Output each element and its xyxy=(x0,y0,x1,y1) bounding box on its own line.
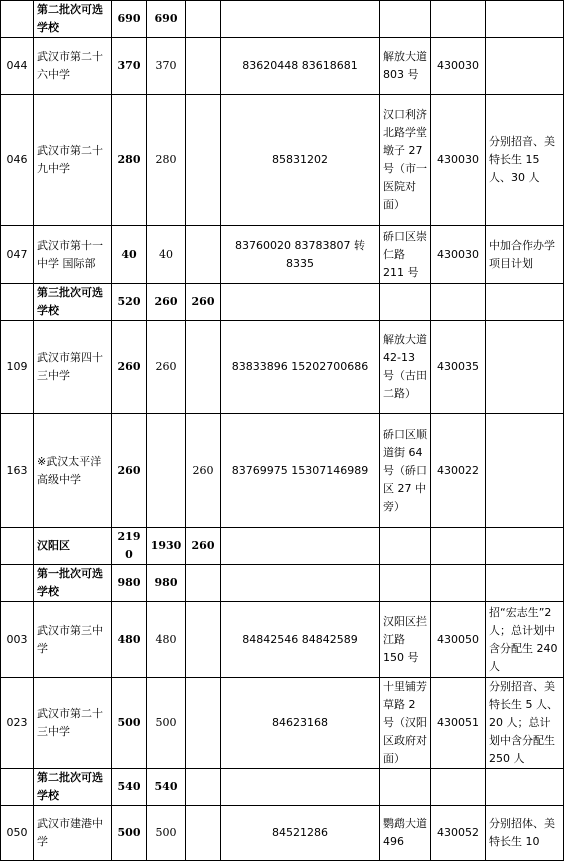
note-cell: 分别招体、美特长生 10 xyxy=(486,806,564,861)
school-name-cell: 武汉市第十一中学 国际部 xyxy=(34,226,112,284)
table-section-row xyxy=(1,1,564,38)
total-cell: 280 xyxy=(112,95,147,226)
note-cell xyxy=(486,769,564,806)
plan-a-cell: 1930 xyxy=(147,528,186,565)
zip-cell xyxy=(431,769,486,806)
phone-cell: 84842546 84842589 xyxy=(221,602,380,678)
address-cell: 鹦鹉大道 496 xyxy=(380,806,431,861)
note-cell xyxy=(486,284,564,321)
total-cell: 2190 xyxy=(112,528,147,565)
plan-a-cell: 260 xyxy=(147,284,186,321)
zip-cell: 430052 xyxy=(431,806,486,861)
note-cell: 分别招音、美特长生 5 人、20 人；总计划中含分配生 250 人 xyxy=(486,678,564,769)
total-cell: 690 xyxy=(112,1,147,38)
code-cell: 163 xyxy=(1,414,34,528)
table-row xyxy=(1,678,564,769)
school-name-cell: 武汉市第二十六中学 xyxy=(34,38,112,95)
school-name-cell: 武汉市建港中学 xyxy=(34,806,112,861)
phone-cell xyxy=(221,769,380,806)
address-cell xyxy=(380,1,431,38)
table-section-row xyxy=(1,565,564,602)
note-cell xyxy=(486,1,564,38)
phone-cell: 83833896 15202700686 xyxy=(221,321,380,414)
address-cell: 汉阳区拦江路 150 号 xyxy=(380,602,431,678)
total-cell: 260 xyxy=(112,414,147,528)
zip-cell: 430030 xyxy=(431,38,486,95)
code-cell: 044 xyxy=(1,38,34,95)
code-cell: 047 xyxy=(1,226,34,284)
code-cell xyxy=(1,1,34,38)
plan-b-cell: 260 xyxy=(186,528,221,565)
phone-cell xyxy=(221,284,380,321)
address-cell: 硚口区顺道街 64 号（硚口区 27 中旁） xyxy=(380,414,431,528)
plan-a-cell: 540 xyxy=(147,769,186,806)
table-section-row xyxy=(1,769,564,806)
table-row xyxy=(1,321,564,414)
phone-cell: 83769975 15307146989 xyxy=(221,414,380,528)
address-cell xyxy=(380,284,431,321)
table-row xyxy=(1,95,564,226)
table-row xyxy=(1,226,564,284)
total-cell: 370 xyxy=(112,38,147,95)
school-name-cell: 第二批次可选学校 xyxy=(34,1,112,38)
total-cell: 500 xyxy=(112,678,147,769)
phone-cell: 83760020 83783807 转 8335 xyxy=(221,226,380,284)
code-cell: 050 xyxy=(1,806,34,861)
table-body xyxy=(1,1,564,861)
table-row xyxy=(1,38,564,95)
zip-cell: 430030 xyxy=(431,95,486,226)
total-cell: 980 xyxy=(112,565,147,602)
phone-cell: 83620448 83618681 xyxy=(221,38,380,95)
school-name-cell: 第二批次可选学校 xyxy=(34,769,112,806)
plan-a-cell: 690 xyxy=(147,1,186,38)
table-row xyxy=(1,806,564,861)
plan-a-cell: 280 xyxy=(147,95,186,226)
total-cell: 520 xyxy=(112,284,147,321)
zip-cell: 430022 xyxy=(431,414,486,528)
phone-cell: 84521286 xyxy=(221,806,380,861)
total-cell: 260 xyxy=(112,321,147,414)
school-name-cell: 第一批次可选学校 xyxy=(34,565,112,602)
plan-b-cell xyxy=(186,602,221,678)
school-name-cell: 武汉市第三中学 xyxy=(34,602,112,678)
note-cell: 分别招音、美特长生 15 人、30 人 xyxy=(486,95,564,226)
plan-a-cell: 480 xyxy=(147,602,186,678)
zip-cell: 430051 xyxy=(431,678,486,769)
address-cell: 十里铺芳草路 2 号（汉阳区政府对面） xyxy=(380,678,431,769)
address-cell: 解放大道 42-13 号（古田二路） xyxy=(380,321,431,414)
address-cell: 汉口利济北路学堂墩子 27 号（市一医院对面） xyxy=(380,95,431,226)
phone-cell xyxy=(221,528,380,565)
phone-cell xyxy=(221,565,380,602)
plan-b-cell xyxy=(186,678,221,769)
note-cell xyxy=(486,38,564,95)
zip-cell xyxy=(431,528,486,565)
code-cell: 003 xyxy=(1,602,34,678)
total-cell: 500 xyxy=(112,806,147,861)
code-cell: 046 xyxy=(1,95,34,226)
zip-cell: 430030 xyxy=(431,226,486,284)
plan-b-cell: 260 xyxy=(186,414,221,528)
total-cell: 40 xyxy=(112,226,147,284)
plan-b-cell xyxy=(186,226,221,284)
plan-a-cell: 980 xyxy=(147,565,186,602)
plan-a-cell: 370 xyxy=(147,38,186,95)
school-name-cell: 武汉市第四十三中学 xyxy=(34,321,112,414)
school-name-cell: ※武汉太平洋高级中学 xyxy=(34,414,112,528)
note-cell: 中加合作办学项目计划 xyxy=(486,226,564,284)
code-cell xyxy=(1,528,34,565)
total-cell: 480 xyxy=(112,602,147,678)
plan-b-cell xyxy=(186,38,221,95)
table-section-row xyxy=(1,284,564,321)
school-name-cell: 武汉市第二十九中学 xyxy=(34,95,112,226)
note-cell xyxy=(486,565,564,602)
phone-cell: 84623168 xyxy=(221,678,380,769)
code-cell xyxy=(1,769,34,806)
plan-a-cell: 500 xyxy=(147,678,186,769)
note-cell xyxy=(486,321,564,414)
note-cell xyxy=(486,528,564,565)
plan-a-cell: 260 xyxy=(147,321,186,414)
address-cell: 解放大道 803 号 xyxy=(380,38,431,95)
plan-a-cell: 500 xyxy=(147,806,186,861)
address-cell xyxy=(380,769,431,806)
plan-a-cell: 40 xyxy=(147,226,186,284)
phone-cell: 85831202 xyxy=(221,95,380,226)
code-cell: 023 xyxy=(1,678,34,769)
plan-b-cell xyxy=(186,565,221,602)
plan-b-cell xyxy=(186,769,221,806)
code-cell: 109 xyxy=(1,321,34,414)
table-section-row xyxy=(1,528,564,565)
plan-b-cell xyxy=(186,806,221,861)
code-cell xyxy=(1,565,34,602)
school-name-cell: 武汉市第二十三中学 xyxy=(34,678,112,769)
plan-b-cell xyxy=(186,95,221,226)
plan-b-cell xyxy=(186,1,221,38)
plan-a-cell xyxy=(147,414,186,528)
plan-b-cell: 260 xyxy=(186,284,221,321)
zip-cell xyxy=(431,565,486,602)
phone-cell xyxy=(221,1,380,38)
table-row xyxy=(1,602,564,678)
note-cell xyxy=(486,414,564,528)
note-cell: 招“宏志生”2 人；总计划中含分配生 240 人 xyxy=(486,602,564,678)
zip-cell: 430050 xyxy=(431,602,486,678)
zip-cell xyxy=(431,1,486,38)
plan-b-cell xyxy=(186,321,221,414)
table-row xyxy=(1,414,564,528)
school-name-cell: 第三批次可选学校 xyxy=(34,284,112,321)
total-cell: 540 xyxy=(112,769,147,806)
zip-cell xyxy=(431,284,486,321)
address-cell: 硚口区崇仁路 211 号 xyxy=(380,226,431,284)
address-cell xyxy=(380,528,431,565)
code-cell xyxy=(1,284,34,321)
school-name-cell: 汉阳区 xyxy=(34,528,112,565)
address-cell xyxy=(380,565,431,602)
zip-cell: 430035 xyxy=(431,321,486,414)
